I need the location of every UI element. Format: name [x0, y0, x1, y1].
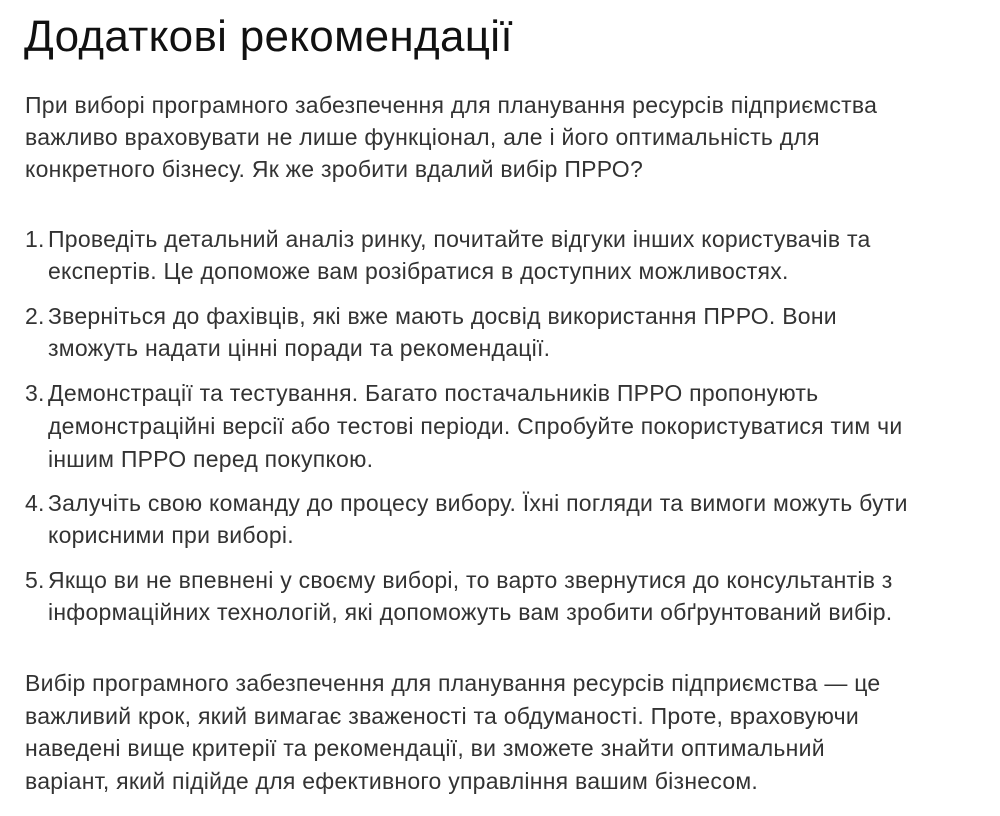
list-item-line: зможуть надати цінні поради та рекомендації.: [48, 335, 551, 361]
conclusion-line: Вибір програмного забезпечення для планування ресурсів підприємства — це: [25, 670, 881, 696]
list-number: 3.: [25, 380, 45, 406]
conclusion-line: наведені вище критерії та рекомендації, ви зможете знайти оптимальний: [25, 735, 825, 761]
list-number: 2.: [25, 303, 45, 329]
intro-line: важливо враховувати не лише функціонал, але і його оптимальність для: [25, 124, 820, 150]
list-item-line: іншим ПРРО перед покупкою.: [48, 446, 374, 472]
list-number: 5.: [25, 567, 45, 593]
list-item-line: Якщо ви не впевнені у своєму виборі, то варто звернутися до консультантів з: [48, 567, 893, 593]
list-item-line: Залучіть свою команду до процесу вибору. Їхні погляди та вимоги можуть бути: [48, 490, 908, 516]
list-item: [25, 377, 902, 476]
conclusion-paragraph: [25, 667, 880, 797]
list-number: 4.: [25, 490, 45, 516]
intro-paragraph: [25, 89, 877, 185]
list-item: [25, 564, 893, 628]
list-item-line: Зверніться до фахівців, які вже мають досвід використання ПРРО. Вони: [48, 303, 837, 329]
list-item-line: інформаційних технологій, які допоможуть вам зробити обґрунтований вибір.: [48, 599, 893, 625]
list-item: [25, 223, 871, 287]
page-title: Додаткові рекомендації: [24, 12, 513, 61]
list-item-line: експертів. Це допоможе вам розібратися в доступних можливостях.: [48, 258, 789, 284]
list-number: 1.: [25, 226, 45, 252]
conclusion-line: важливий крок, який вимагає зваженості та обдуманості. Проте, враховуючи: [25, 702, 859, 729]
list-item-line: Проведіть детальний аналіз ринку, почитайте відгуки інших користувачів та: [48, 226, 871, 252]
conclusion-line: варіант, який підійде для ефективного управління вашим бізнесом.: [25, 767, 759, 794]
list-item: [25, 487, 908, 551]
list-item: [25, 300, 837, 364]
intro-line: При виборі програмного забезпечення для планування ресурсів підприємства: [25, 92, 878, 118]
list-item-line: Демонстрації та тестування. Багато постачальників ПРРО пропонують: [48, 380, 819, 406]
list-item-line: корисними при виборі.: [48, 522, 294, 548]
intro-line: конкретного бізнесу. Як же зробити вдалий вибір ПРРО?: [25, 156, 643, 182]
list-item-line: демонстраційні версії або тестові періоди. Спробуйте покористуватися тим чи: [48, 413, 903, 439]
